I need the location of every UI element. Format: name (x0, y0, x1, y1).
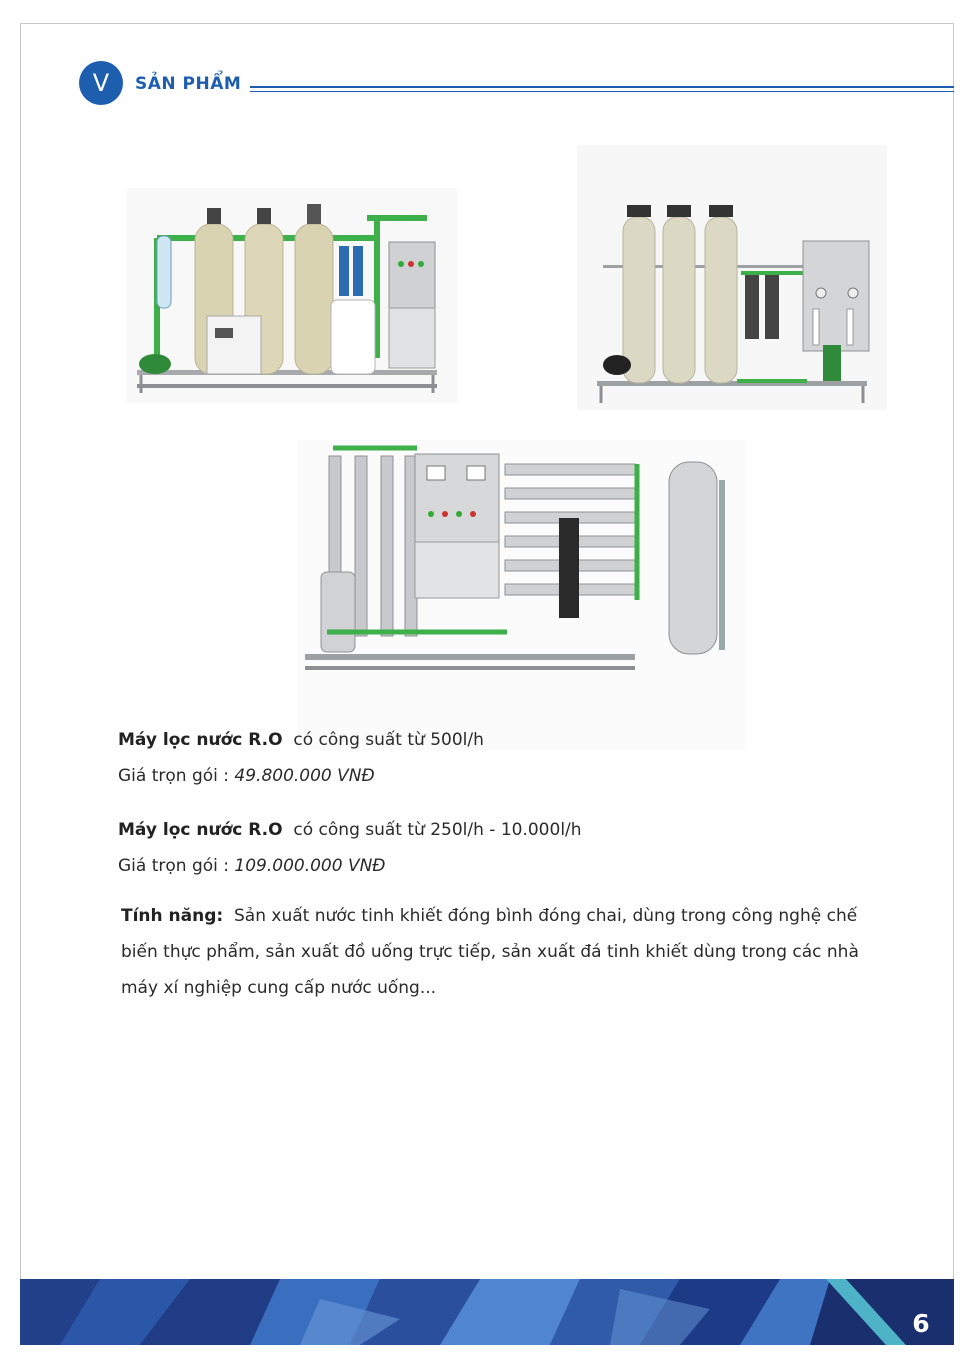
product-1-price-line (118, 766, 375, 786)
features-paragraph (121, 898, 891, 1006)
product-photo-ro-system-1 (127, 188, 457, 403)
product-2-capacity: có công suất từ 250l/h - 10.000l/h (293, 820, 582, 840)
product-1-name: Máy lọc nước R.O (118, 730, 283, 750)
features-text: Sản xuất nước tinh khiết đóng bình đóng chai, dùng trong công nghệ chế biến thực phẩm, sản xuất đồ uống trực tiếp, sản xuất đá tinh khiết dùng trong các nhà máy xí nghiệp cung cấp nước uống... (121, 906, 859, 998)
section-number-badge: V (79, 61, 123, 105)
product-2-price: 109.000.000 VNĐ (234, 856, 386, 876)
product-1-price-label: Giá trọn gói : (118, 766, 229, 786)
page-number: 6 (912, 1309, 930, 1338)
product-2-title-line (118, 820, 582, 840)
product-photo-ro-system-industrial (297, 440, 745, 750)
product-1-capacity: có công suất từ 500l/h (293, 730, 484, 750)
product-photo-ro-system-2 (577, 145, 887, 410)
features-label: Tính năng: (121, 906, 224, 926)
section-title: SẢN PHẨM (135, 74, 242, 94)
product-1-price: 49.800.000 VNĐ (234, 766, 375, 786)
product-2-price-label: Giá trọn gói : (118, 856, 229, 876)
product-2-price-line (118, 856, 385, 876)
header-rule (250, 86, 954, 88)
product-1-title-line (118, 730, 484, 750)
header-rule-thin (250, 91, 954, 92)
footer-band (20, 1279, 954, 1345)
product-2-name: Máy lọc nước R.O (118, 820, 283, 840)
